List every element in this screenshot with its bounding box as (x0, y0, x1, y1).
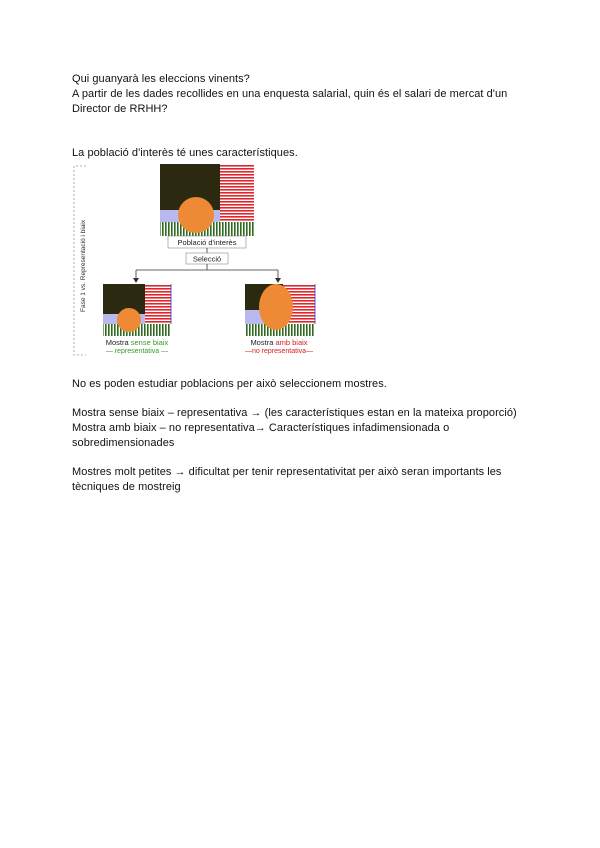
sampling-diagram (60, 160, 350, 365)
paragraph-6-line-2: sobredimensionades (72, 437, 175, 449)
paragraph-1: Qui guanyarà les eleccions vinents? (72, 73, 250, 85)
sample-unbiased-subtitle: — representativa — (105, 348, 169, 355)
paragraph-2-line-2: Director de RRHH? (72, 103, 168, 115)
sample-unbiased-block (103, 284, 171, 336)
paragraph-7-line-1: Mostres molt petites → dificultat per tenir representativitat per això seran importants les (72, 466, 502, 478)
figure-bracket (74, 166, 86, 355)
paragraph-7-line-2: tècniques de mostreig (72, 481, 181, 493)
paragraph-2-line-1: A partir de les dades recollides en una enquesta salarial, quin és el salari de mercat d'un (72, 88, 508, 100)
paragraph-6-line-1: Mostra amb biaix – no representativa→ Característiques infadimensionada o (72, 422, 450, 434)
sample-unbiased-title: Mostra sense biaix (105, 338, 169, 347)
population-block (160, 164, 254, 236)
paragraph-3: La població d'interès té unes característiques. (72, 147, 298, 159)
population-label: Població d'interès (177, 238, 237, 247)
sample-biased-title: Mostra amb biaix (250, 338, 308, 347)
sample-biased-block (245, 284, 315, 336)
sample-biased-subtitle: —no representativa— (244, 348, 314, 355)
selection-label: Selecció (192, 254, 222, 264)
paragraph-4: No es poden estudiar poblacions per això seleccionem mostres. (72, 378, 387, 390)
paragraph-5: Mostra sense biaix – representativa → (les característiques estan en la mateixa proporció) (72, 407, 517, 419)
figure-side-label: Fase 1 vs. Representació i biaix (80, 219, 87, 312)
